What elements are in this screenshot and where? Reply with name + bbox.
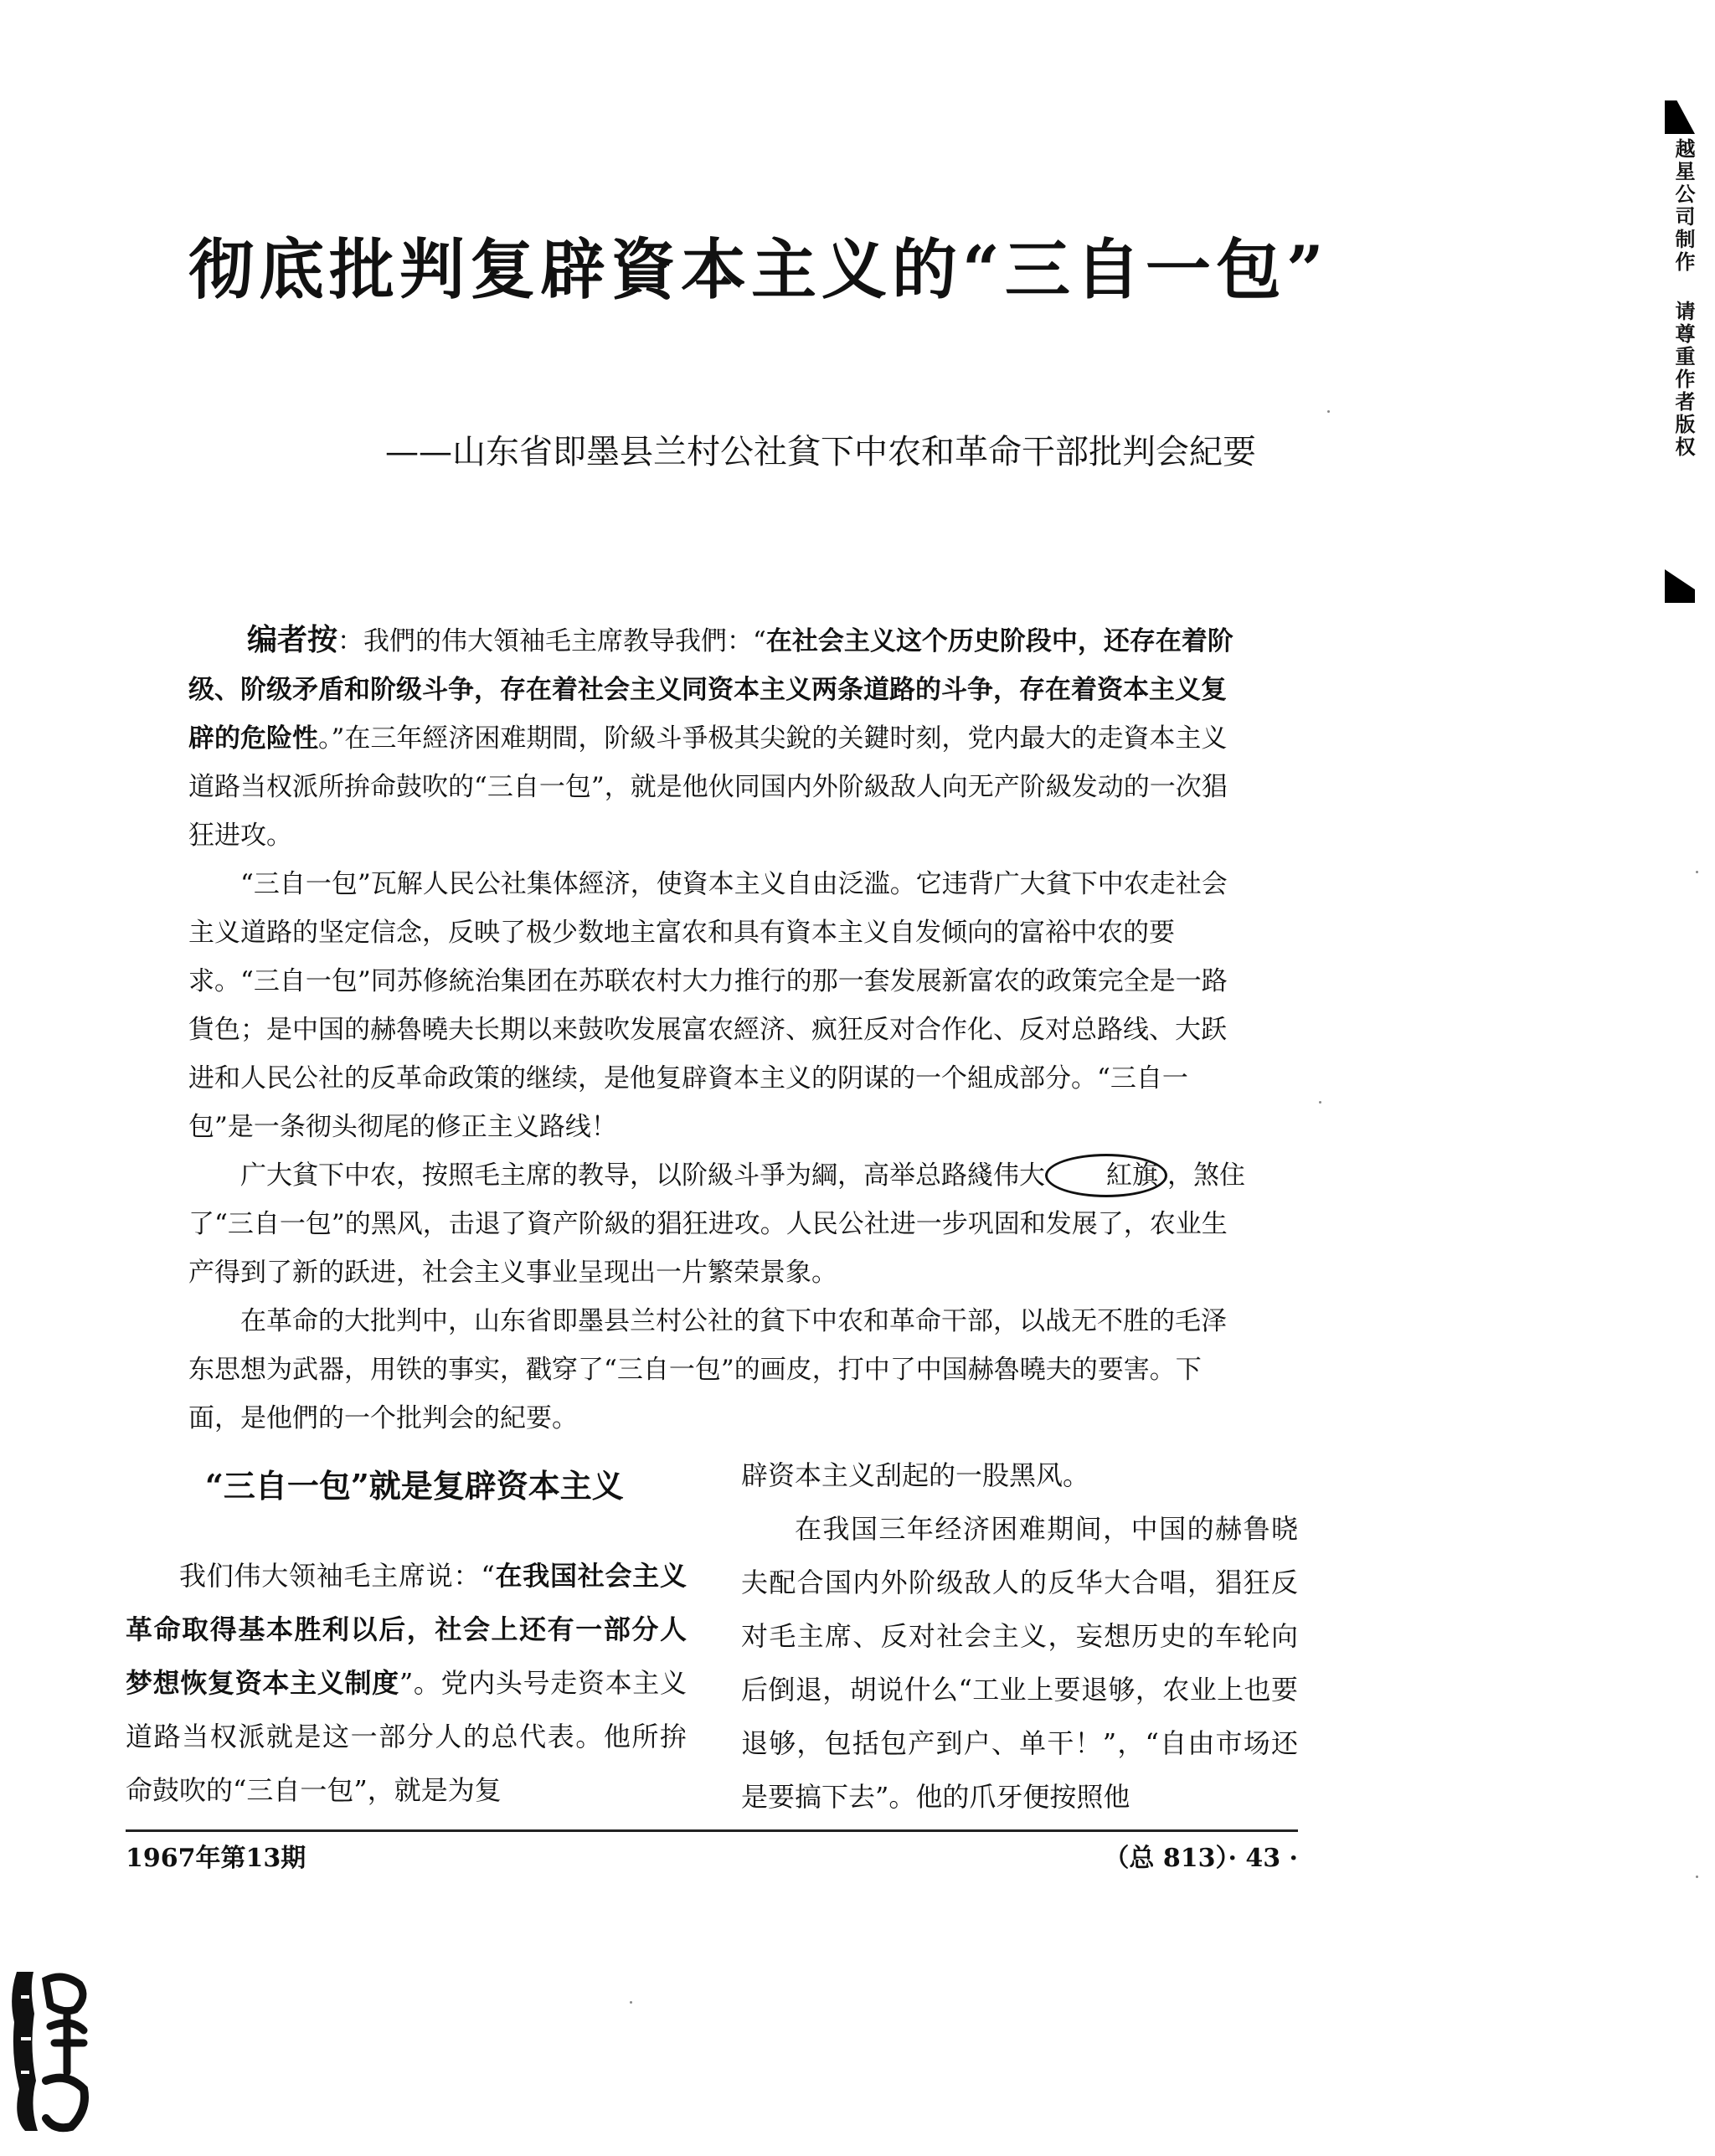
section-heading: “三自一包”就是复辟资本主义 [205,1467,624,1505]
editor-note-text: ：我們的伟大領袖毛主席教导我們：“ [337,626,766,656]
scan-speck [630,2001,632,2004]
left-column [126,1448,687,1817]
body-text: ”。党内头号走资本主义道路当权派就是这一部分人的总代表。他所拚命鼓吹的“三自一包”，就是为复 [126,1667,687,1806]
circled-annotation: 紅旗 [1045,1154,1167,1197]
body-paragraph-continued: 辟资本主义刮起的一股黑风。 [741,1459,1090,1491]
scan-speck [1327,410,1330,413]
editor-note-text: ，煞住了“三自一包”的黑风，击退了資产阶級的猖狂进攻。人民公社进一步巩固和发展了，农业生产得到了新的跃进，社会主义事业呈现出一片繁荣景象。 [188,1160,1245,1288]
footer-page-number: （总 813）· 43 · [1104,1844,1298,1873]
body-paragraph [126,1549,687,1817]
footer-issue: 1967年第13期 [126,1844,306,1873]
editor-note-paragraph-1 [188,615,1252,860]
side-marker-icon [1665,569,1695,603]
article-title: 彻底批判复辟資本主义的“三自一包” [188,232,1329,308]
body-text: 我们伟大领袖毛主席说：“ [179,1560,495,1592]
editor-note-paragraph-3 [188,1151,1252,1297]
editor-note-label: 编者按 [247,622,338,657]
scan-speck [1319,1101,1321,1104]
editor-note-quote: 在社会主义这个历史阶段中，还存在着阶级、阶级矛盾和阶级斗争，存在着社会主义同资本主义两条道路的斗争，存在着资本主义复辟的危险性 [188,626,1233,754]
article-subtitle: ——山东省即墨县兰村公社貧下中农和革命干部批判会紀要 [385,433,1256,471]
scan-speck [1696,1876,1698,1878]
footer-divider [126,1829,1298,1832]
side-marker-icon [1665,100,1695,134]
right-column [741,1448,1298,1824]
editor-note-paragraph-4: 在革命的大批判中，山东省即墨县兰村公社的貧下中农和革命干部，以战无不胜的毛泽东思想为武器，用铁的事实，戳穿了“三自一包”的画皮，打中了中国赫魯曉夫的要害。下面，是他們的一个批判会的紀要。 [188,1306,1227,1433]
editor-note-text: 广大貧下中农，按照毛主席的教导，以阶級斗爭为綱，高举总路綫伟大 [240,1160,1045,1191]
editor-note-text: 。”在三年經济困难期間，阶級斗爭极其尖銳的关鍵时刻，党内最大的走資本主义道路当权派所拚命鼓吹的“三自一包”，就是他伙同国内外阶級敌人向无产阶級发动的一次猖狂进攻。 [188,723,1228,851]
copyright-notice: 越星公司制作 请尊重作者版权 [1671,138,1696,459]
seal-stamp-icon [4,1963,96,2139]
body-paragraph: 在我国三年经济困难期间，中国的赫鲁晓夫配合国内外阶级敌人的反华大合唱，猖狂反对毛主席、反对社会主义，妄想历史的车轮向后倒退，胡说什么“工业上要退够，农业上也要退够，包括包产到户、单干！”，“自由市场还是要搞下去”。他的爪牙便按照他 [741,1513,1298,1813]
editor-note-paragraph-2: “三自一包”瓦解人民公社集体經济，使資本主义自由泛滥。它违背广大貧下中农走社会主义道路的坚定信念，反映了极少数地主富农和具有資本主义自发倾向的富裕中农的要求。“三自一包”同苏修統治集团在苏联农村大力推行的那一套发展新富农的政策完全是一路貨色；是中国的赫魯曉夫长期以来鼓吹发展富农經济、疯狂反对合作化、反对总路线、大跃进和人民公社的反革命政策的继续，是他复辟資本主义的阴谋的一个組成部分。“三自一包”是一条彻头彻尾的修正主义路线！ [188,869,1228,1142]
scan-speck [1696,871,1698,873]
body-quote: 在我国社会主义革命取得基本胜利以后，社会上还有一部分人梦想恢复资本主义制度 [126,1560,687,1699]
editor-note [188,615,1252,1443]
